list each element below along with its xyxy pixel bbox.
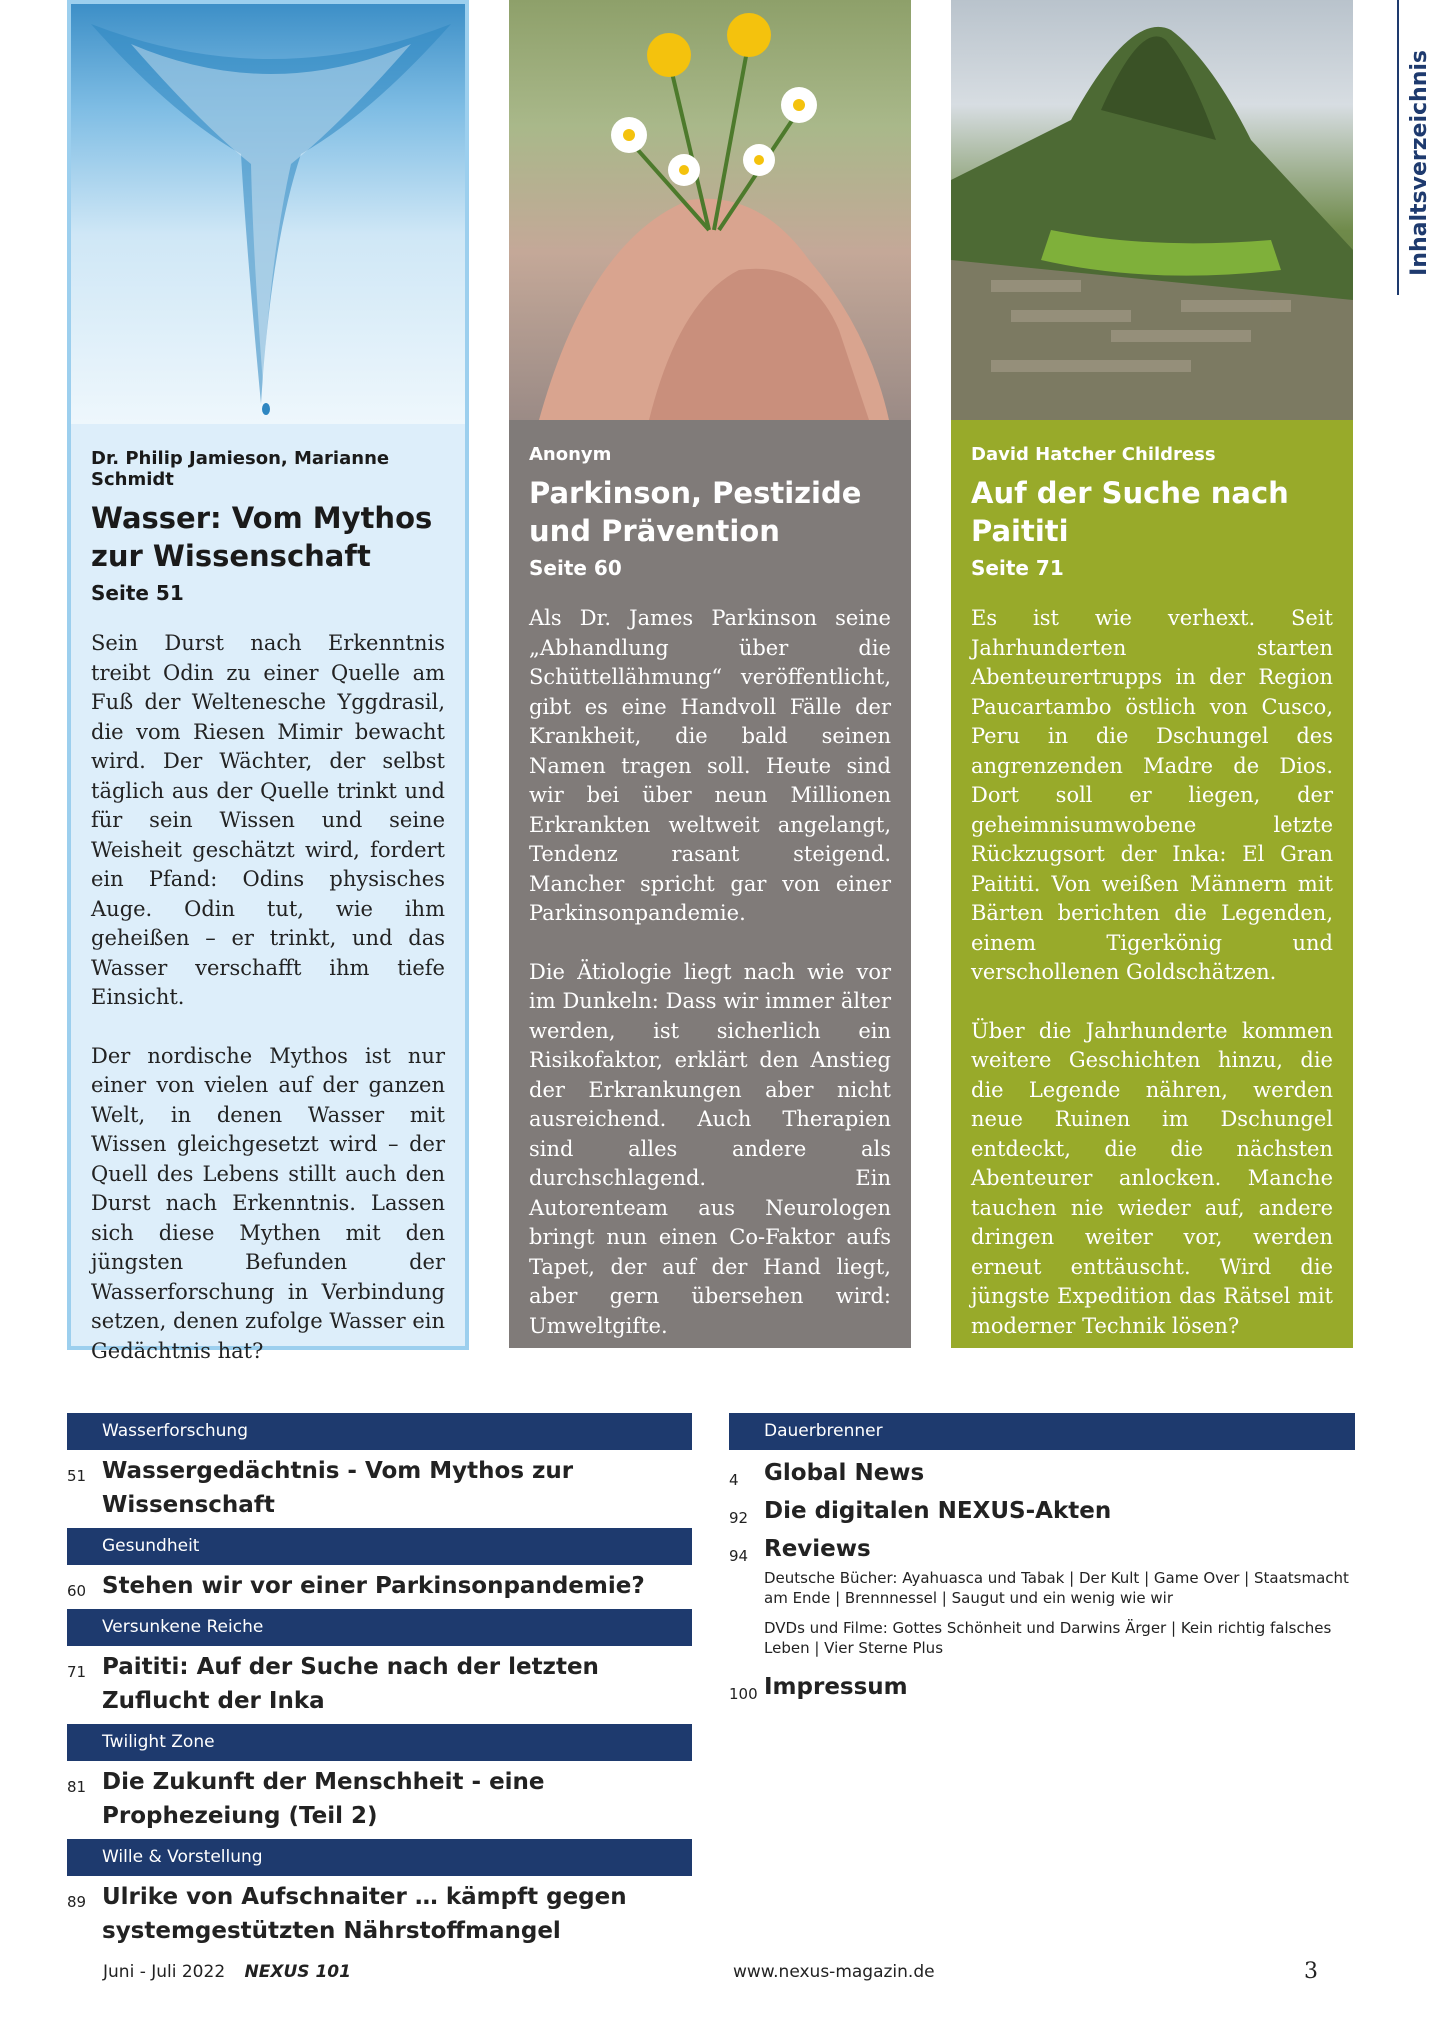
article-author: David Hatcher Childress (971, 444, 1216, 465)
article-page: Seite 51 (91, 581, 184, 606)
article-title[interactable]: Parkinson, Pestizide und Prävention (529, 476, 862, 548)
section-tab (1397, 0, 1445, 295)
toc-section-header: Versunkene Reiche (67, 1609, 692, 1646)
article-text (91, 629, 445, 1366)
article-author: Anonym (529, 444, 612, 465)
article-text (971, 604, 1333, 1341)
toc-section-header: Wille & Vorstellung (67, 1839, 692, 1876)
toc-section-header: Gesundheit (67, 1528, 692, 1565)
article-paragraph: Es ist wie verhext. Seit Jahrhunderten starten Abenteurertrupps in der Region Paucartambo östlich von Cusco, Peru in die Dschungel des angrenzenden Madre de Dios. Dort soll er liegen, der geheimnisumwobene letzte Rückzugsort der Inka: El Gran Paititi. Von weißen Männern mit Bärten berichten die Legenden, einem Tigerkönig und verschollenen Goldschätzen. (971, 606, 1333, 985)
footer-url[interactable]: www.nexus-magazin.de (733, 1962, 935, 1982)
footer-magazine: NEXUS 101 (244, 1962, 351, 1982)
toc-entry-title[interactable]: Reviews (764, 1536, 871, 1562)
toc-left (67, 1413, 692, 1954)
footer-date: Juni - Juli 2022 (103, 1962, 226, 1982)
machu-picchu-image (951, 0, 1353, 420)
toc-entry-title[interactable]: Wassergedächtnis - Vom Mythos zur Wissenschaft (102, 1458, 574, 1518)
article-author: Dr. Philip Jamieson, Marianne Schmidt (91, 448, 390, 490)
article-paragraph: Als Dr. James Parkinson seine „Abhandlung über die Schüttellähmung“ veröffentlicht, gibt es eine Handvoll Fälle der Krankheit, die bald seinen Namen tragen soll. Heute sind wir bei über neun Millionen Erkrankten weltweit angelangt, Tendenz rasant steigend. Mancher spricht gar von einer Parkinsonpandemie. (529, 606, 891, 926)
article-paragraph: Sein Durst nach Erkenntnis treibt Odin zu einer Quelle am Fuß der Weltenesche Yggdrasil, die vom Riesen Mimir bewacht wird. Der Wächter, der selbst täglich aus der Quelle trinkt und für sein Wissen und seine Weisheit geschätzt wird, fordert ein Pfand: Odins physisches Auge. Odin tut, wie ihm geheißen – er trinkt, und das Wasser verschafft ihm tiefe Einsicht. (91, 631, 445, 1010)
toc-entry[interactable] (729, 1530, 1355, 1568)
toc-page-number: 94 (729, 1547, 749, 1565)
toc-entry-title[interactable]: Die Zukunft der Menschheit - eine Prophezeiung (Teil 2) (102, 1769, 545, 1829)
article-card-water[interactable] (67, 0, 469, 1363)
toc-page-number: 71 (67, 1663, 87, 1681)
article-card-paititi[interactable] (951, 0, 1353, 1348)
toc-right (729, 1413, 1355, 1706)
article-paragraph: Die Ätiologie liegt nach wie vor im Dunkeln: Dass wir immer älter werden, ist sicherlich ein Risikofaktor, erklärt den Anstieg der Erkrankungen aber nicht ausreichend. Auch Therapien sind alles andere als durchschlagend. Ein Autorenteam aus Neurologen bringt nun einen Co-Faktor aufs Tapet, der auf der Hand liegt, aber gern übersehen wird: Umweltgifte. (529, 959, 891, 1338)
toc-page-number: 100 (729, 1685, 758, 1703)
toc-page-number: 89 (67, 1893, 87, 1911)
toc-entry[interactable] (67, 1761, 692, 1839)
toc-entry-title[interactable]: Global News (764, 1460, 925, 1486)
toc-page-number: 51 (67, 1467, 87, 1485)
toc-entry[interactable] (67, 1876, 692, 1954)
toc-section-header: Twilight Zone (67, 1724, 692, 1761)
article-page: Seite 71 (971, 556, 1064, 581)
page-number: 3 (1304, 1959, 1318, 1984)
toc-entry-title[interactable]: Impressum (764, 1674, 908, 1700)
section-tab-label: Inhaltsverzeichnis (1407, 50, 1432, 276)
article-paragraph: Über die Jahrhunderte kommen weitere Geschichten hinzu, die die Legende nähren, werden neue Ruinen im Dschungel entdeckt, die die nächsten Abenteurer anlocken. Manche tauchen nie wieder auf, andere dringen weiter vor, werden erneut enttäuscht. Wird die jüngste Expedition das Rätsel mit moderner Technik lösen? (971, 1018, 1333, 1338)
toc-entry[interactable] (729, 1454, 1355, 1492)
footer-issue (103, 1962, 351, 1982)
toc-entry[interactable] (729, 1492, 1355, 1530)
toc-page-number: 81 (67, 1778, 87, 1796)
toc-entry[interactable] (67, 1646, 692, 1724)
toc-entry[interactable] (729, 1668, 1355, 1706)
toc-subentry: Deutsche Bücher: Ayahuasca und Tabak | Der Kult | Game Over | Staatsmacht am Ende | Brennnessel | Saugut und ein wenig wie wir (764, 1569, 1349, 1607)
toc-entry[interactable] (67, 1450, 692, 1528)
toc-section-header: Dauerbrenner (729, 1413, 1355, 1450)
article-card-parkinson[interactable] (509, 0, 911, 1348)
toc-page-number: 92 (729, 1509, 749, 1527)
article-title[interactable]: Auf der Suche nach Paititi (971, 476, 1289, 548)
toc-page-number: 4 (729, 1471, 739, 1489)
toc-entry-title[interactable]: Stehen wir vor einer Parkinsonpandemie? (102, 1573, 645, 1599)
water-vortex-image (71, 4, 465, 424)
toc-entry[interactable] (67, 1565, 692, 1609)
toc-page-number: 60 (67, 1582, 87, 1600)
article-page: Seite 60 (529, 556, 622, 581)
toc-section-header: Wasserforschung (67, 1413, 692, 1450)
hands-flowers-image (509, 0, 911, 420)
toc-subentry: DVDs und Filme: Gottes Schönheit und Darwins Ärger | Kein richtig falsches Leben | Vier Sterne Plus (764, 1619, 1332, 1657)
toc-entry-title[interactable]: Ulrike von Aufschnaiter … kämpft gegen systemgestützten Nährstoffmangel (102, 1884, 627, 1944)
article-title[interactable]: Wasser: Vom Mythos zur Wissenschaft (91, 501, 433, 573)
article-text (529, 604, 891, 1341)
toc-entry-title[interactable]: Paititi: Auf der Suche nach der letzten Zuflucht der Inka (102, 1654, 599, 1714)
article-paragraph: Der nordische Mythos ist nur einer von vielen auf der ganzen Welt, in denen Wasser mit Wissen gleichgesetzt wird – der Quell des Lebens stillt auch den Durst nach Erkenntnis. Lassen sich diese Mythen mit den jüngsten Befunden der Wasserforschung in Verbindung setzen, denen zufolge Wasser ein Gedächtnis hat? (91, 1043, 445, 1363)
toc-entry-title[interactable]: Die digitalen NEXUS-Akten (764, 1498, 1112, 1524)
